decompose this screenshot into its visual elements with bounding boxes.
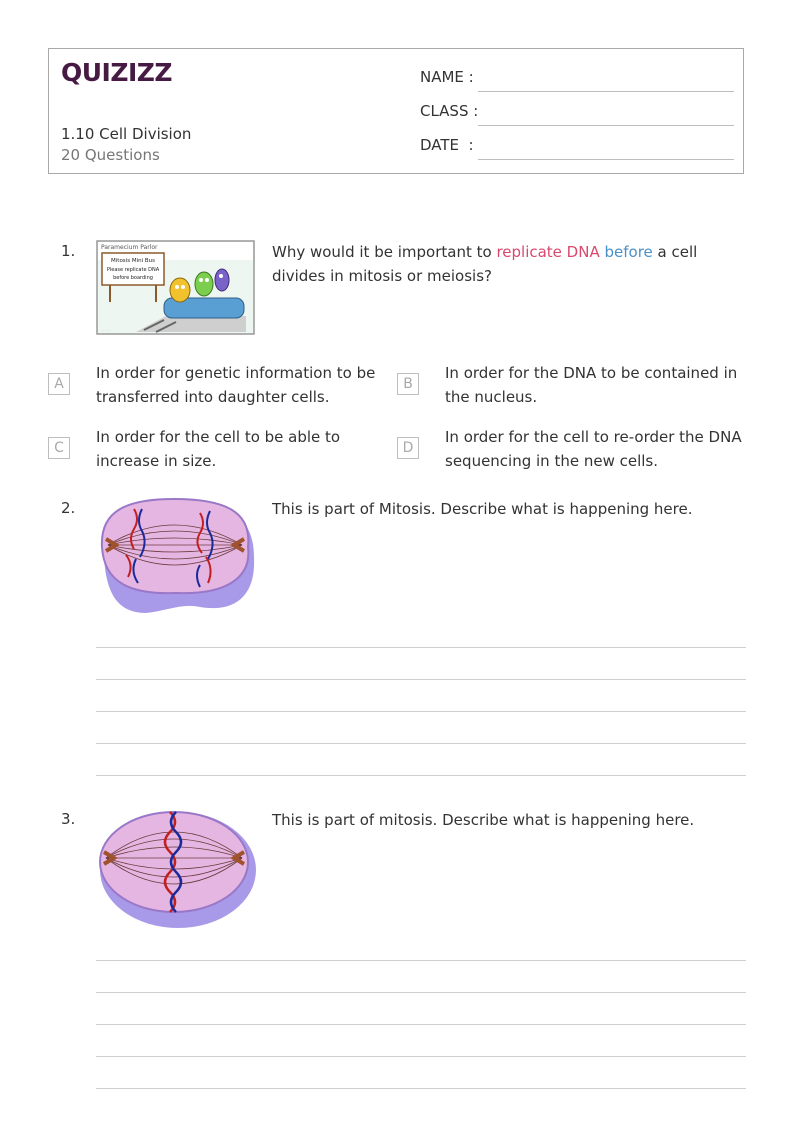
question-1-highlight-before: before bbox=[604, 243, 653, 261]
option-b-box[interactable]: B bbox=[397, 373, 419, 395]
answer-line[interactable] bbox=[96, 1024, 746, 1025]
question-3-text: This is part of mitosis. Describe what is happening here. bbox=[272, 811, 695, 829]
option-d-box[interactable]: D bbox=[397, 437, 419, 459]
question-1-text bbox=[272, 240, 746, 288]
question-2-text: This is part of Mitosis. Describe what is happening here. bbox=[272, 500, 693, 518]
question-1-text-part: a cell divides in mitosis or meiosis? bbox=[272, 243, 698, 285]
sign-title: Mitosis Mini Bus bbox=[111, 258, 155, 264]
option-a-text[interactable]: In order for genetic information to be transferred into daughter cells. bbox=[96, 364, 376, 406]
sign-line-1: Please replicate DNA bbox=[106, 267, 160, 273]
name-field[interactable] bbox=[420, 68, 734, 92]
option-c-text[interactable]: In order for the cell to be able to increase in size. bbox=[96, 428, 341, 470]
answer-line[interactable] bbox=[96, 743, 746, 744]
anaphase-cell-image bbox=[96, 495, 258, 617]
question-count: 20 Questions bbox=[61, 146, 160, 164]
name-label: NAME : bbox=[420, 68, 474, 86]
question-3-number: 3. bbox=[61, 810, 76, 828]
date-field[interactable] bbox=[420, 136, 734, 160]
quizizz-logo: QUIZIZZ bbox=[61, 58, 173, 87]
option-d-text[interactable]: In order for the cell to re-order the DNA sequencing in the new cells. bbox=[445, 428, 742, 470]
image-caption: Paramecium Parlor bbox=[101, 244, 158, 251]
answer-line[interactable] bbox=[96, 992, 746, 993]
question-2-number: 2. bbox=[61, 499, 76, 517]
date-label: DATE : bbox=[420, 136, 474, 154]
name-line bbox=[478, 91, 734, 92]
option-b-text[interactable]: In order for the DNA to be contained in the nucleus. bbox=[445, 364, 738, 406]
class-field[interactable] bbox=[420, 102, 734, 126]
sign-line-2: before boarding bbox=[113, 275, 153, 281]
worksheet-title: 1.10 Cell Division bbox=[61, 125, 192, 143]
question-1-number: 1. bbox=[61, 242, 76, 260]
option-a-box[interactable]: A bbox=[48, 373, 70, 395]
class-label: CLASS : bbox=[420, 102, 479, 120]
metaphase-cell-image bbox=[96, 806, 258, 930]
answer-line[interactable] bbox=[96, 775, 746, 776]
date-line bbox=[478, 159, 734, 160]
worksheet-header bbox=[48, 48, 744, 174]
answer-line[interactable] bbox=[96, 647, 746, 648]
answer-line[interactable] bbox=[96, 679, 746, 680]
option-c-box[interactable]: C bbox=[48, 437, 70, 459]
svg-text:. . . . .: . . . . . bbox=[101, 328, 110, 332]
mitosis-bus-cartoon-image bbox=[96, 240, 256, 336]
class-line bbox=[478, 125, 734, 126]
question-1-text-part: Why would it be important to bbox=[272, 243, 497, 261]
answer-line[interactable] bbox=[96, 960, 746, 961]
answer-line[interactable] bbox=[96, 1056, 746, 1057]
answer-line[interactable] bbox=[96, 1088, 746, 1089]
question-1-highlight-replicate: replicate DNA bbox=[496, 243, 600, 261]
answer-line[interactable] bbox=[96, 711, 746, 712]
